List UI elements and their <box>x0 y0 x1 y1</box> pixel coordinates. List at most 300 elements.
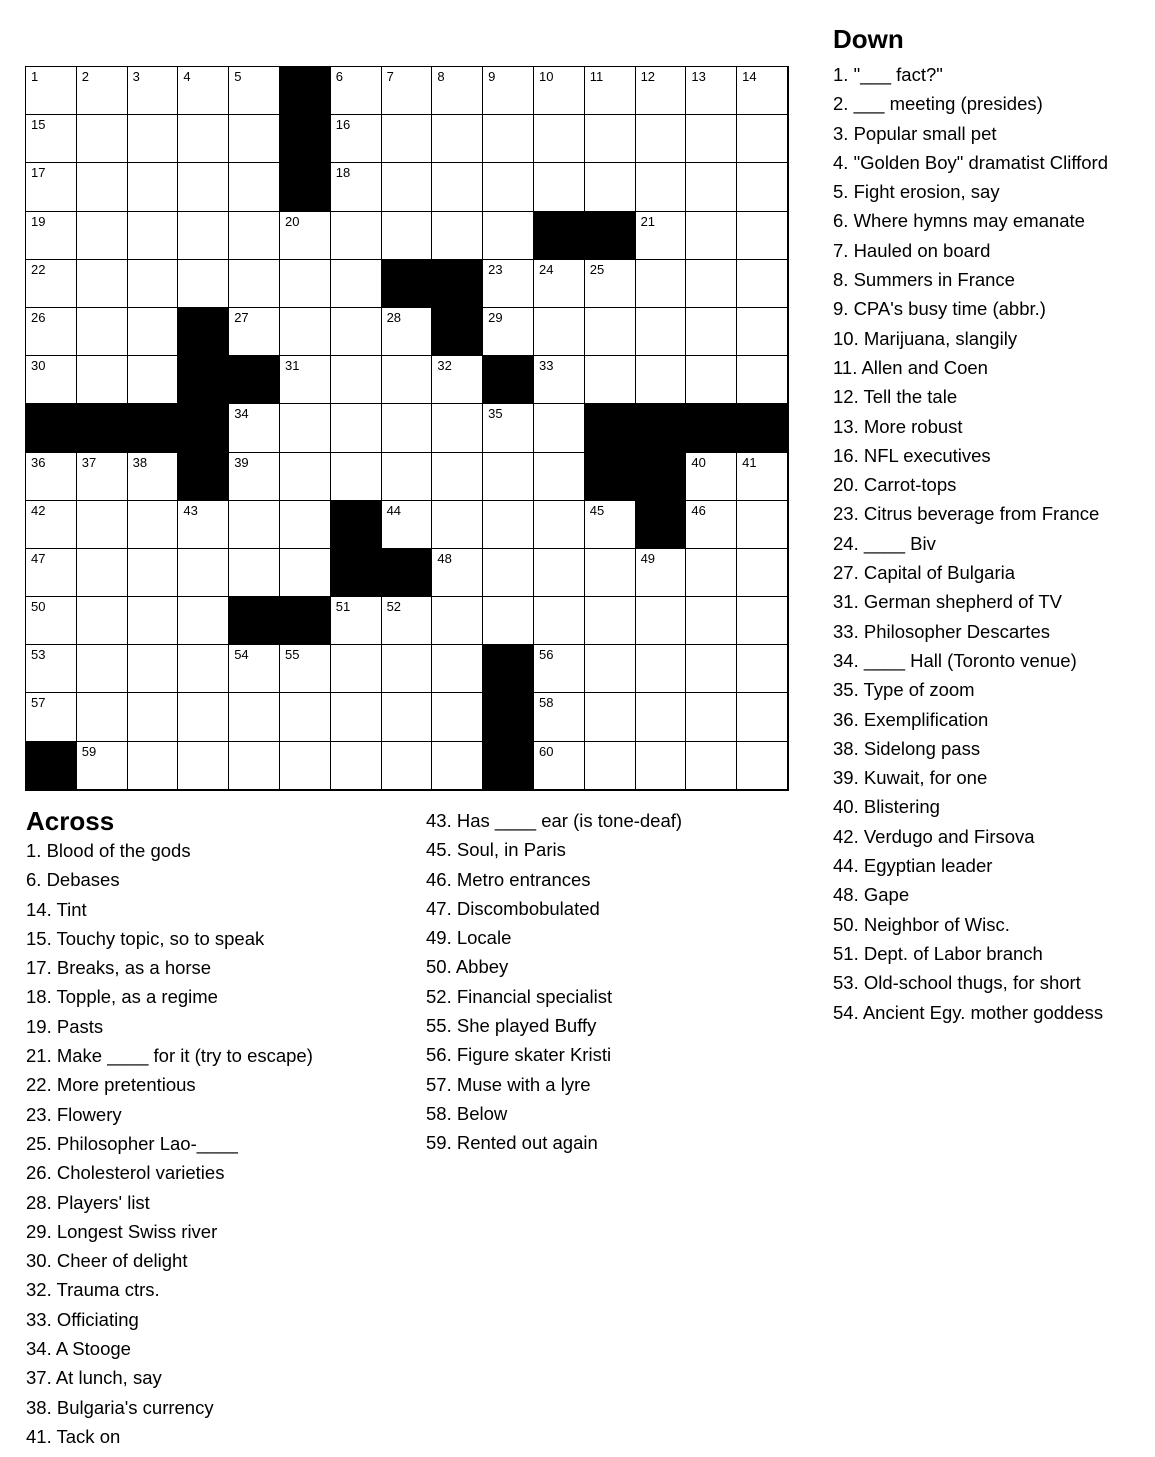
clue-item: 23. Flowery <box>26 1103 122 1125</box>
clue-number: 9 <box>488 69 496 84</box>
clue-item: 3. Popular small pet <box>833 122 997 144</box>
clue-number: 19 <box>31 213 46 229</box>
clue-item: 57. Muse with a lyre <box>426 1073 591 1095</box>
grid-cell[interactable] <box>636 115 687 163</box>
grid-cell[interactable] <box>432 453 483 501</box>
grid-cell-black <box>178 453 229 501</box>
grid-cell-black <box>280 67 331 115</box>
crossword-grid <box>25 66 789 791</box>
grid-cell[interactable] <box>229 549 280 597</box>
clue-number: 43 <box>183 502 198 518</box>
grid-cell[interactable] <box>483 260 534 308</box>
clue-number: 56 <box>538 647 554 663</box>
grid-cell[interactable] <box>26 597 77 645</box>
grid-cell[interactable] <box>229 453 280 501</box>
grid-cell[interactable] <box>178 115 229 163</box>
clue-number: 40 <box>691 454 706 470</box>
grid-cell-black <box>26 742 77 790</box>
clue-number: 8 <box>437 69 445 84</box>
grid-cell[interactable] <box>229 693 280 741</box>
grid-cell[interactable] <box>77 645 128 693</box>
clue-item: 22. More pretentious <box>26 1074 196 1096</box>
clue-number: 30 <box>31 358 46 374</box>
grid-cell-black <box>534 212 585 260</box>
grid-cell[interactable] <box>77 356 128 404</box>
grid-cell[interactable] <box>737 67 788 115</box>
grid-cell[interactable] <box>382 115 433 163</box>
clue-number: 31 <box>284 358 300 374</box>
grid-cell[interactable] <box>77 67 128 115</box>
grid-cell[interactable] <box>737 597 788 645</box>
grid-cell[interactable] <box>686 742 737 790</box>
grid-cell[interactable] <box>686 260 737 308</box>
grid-cell[interactable] <box>331 597 382 645</box>
grid-cell[interactable] <box>128 212 179 260</box>
clue-number: 4 <box>183 69 191 84</box>
grid-cell[interactable] <box>737 308 788 356</box>
grid-cell[interactable] <box>432 404 483 452</box>
grid-cell-black <box>280 115 331 163</box>
grid-cell[interactable] <box>178 597 229 645</box>
grid-cell[interactable] <box>585 501 636 549</box>
clue-number: 35 <box>488 406 503 422</box>
clue-number: 26 <box>31 309 46 325</box>
grid-cell[interactable] <box>585 356 636 404</box>
grid-cell[interactable] <box>737 645 788 693</box>
clue-item: 9. CPA's busy time (abbr.) <box>833 298 1046 320</box>
grid-cell[interactable] <box>77 693 128 741</box>
grid-cell[interactable] <box>26 549 77 597</box>
grid-cell-black <box>229 597 280 645</box>
grid-cell[interactable] <box>331 260 382 308</box>
clue-item: 27. Capital of Bulgaria <box>833 562 1016 584</box>
clue-number: 49 <box>640 550 656 566</box>
grid-cell[interactable] <box>77 308 128 356</box>
grid-cell[interactable] <box>483 404 534 452</box>
grid-cell[interactable] <box>178 67 229 115</box>
grid-cell[interactable] <box>77 597 128 645</box>
clue-item: 32. Trauma ctrs. <box>26 1279 160 1301</box>
grid-cell[interactable] <box>382 163 433 211</box>
grid-cell[interactable] <box>432 67 483 115</box>
grid-cell[interactable] <box>483 67 534 115</box>
grid-cell[interactable] <box>737 453 788 501</box>
grid-cell[interactable] <box>280 693 331 741</box>
grid-cell-black <box>77 404 128 452</box>
grid-cell[interactable] <box>737 163 788 211</box>
grid-cell[interactable] <box>483 453 534 501</box>
grid-cell-black <box>178 308 229 356</box>
grid-cell[interactable] <box>534 163 585 211</box>
grid-cell[interactable] <box>280 645 331 693</box>
grid-cell[interactable] <box>534 742 585 790</box>
grid-cell-black <box>432 308 483 356</box>
grid-cell[interactable] <box>483 501 534 549</box>
clue-item: 1. Blood of the gods <box>26 840 191 861</box>
grid-cell-black <box>128 404 179 452</box>
grid-cell[interactable] <box>280 549 331 597</box>
grid-cell[interactable] <box>178 163 229 211</box>
clue-item: 44. Egyptian leader <box>833 855 993 877</box>
grid-cell[interactable] <box>26 67 77 115</box>
clue-item: 14. Tint <box>26 898 87 920</box>
grid-cell[interactable] <box>229 404 280 452</box>
grid-cell[interactable] <box>483 308 534 356</box>
grid-cell[interactable] <box>77 260 128 308</box>
grid-cell[interactable] <box>128 597 179 645</box>
clue-item: 19. Pasts <box>26 1015 104 1037</box>
grid-cell[interactable] <box>26 645 77 693</box>
grid-cell-black <box>382 549 433 597</box>
grid-cell[interactable] <box>382 356 433 404</box>
clue-number: 18 <box>335 165 351 181</box>
grid-cell[interactable] <box>331 115 382 163</box>
grid-cell[interactable] <box>585 115 636 163</box>
clue-number: 2 <box>81 69 90 84</box>
grid-cell-black <box>331 501 382 549</box>
grid-cell-black <box>178 404 229 452</box>
clue-number: 27 <box>234 309 249 325</box>
grid-cell[interactable] <box>534 404 585 452</box>
grid-cell[interactable] <box>636 597 687 645</box>
grid-cell[interactable] <box>128 67 179 115</box>
clue-number: 54 <box>234 647 249 663</box>
grid-cell[interactable] <box>178 260 229 308</box>
grid-cell[interactable] <box>534 597 585 645</box>
grid-cell[interactable] <box>178 742 229 790</box>
grid-cell[interactable] <box>128 742 179 790</box>
grid-cell[interactable] <box>128 693 179 741</box>
clue-number: 60 <box>538 743 554 759</box>
clue-number: 52 <box>386 599 402 615</box>
clue-item: 54. Ancient Egy. mother goddess <box>833 1001 1104 1023</box>
clue-item: 5. Fight erosion, say <box>833 181 1000 203</box>
grid-cell[interactable] <box>737 693 788 741</box>
grid-cell[interactable] <box>382 67 433 115</box>
down-heading: Down <box>833 24 904 54</box>
grid-cell[interactable] <box>229 645 280 693</box>
grid-cell[interactable] <box>737 549 788 597</box>
grid-cell[interactable] <box>128 645 179 693</box>
grid-cell[interactable] <box>128 163 179 211</box>
clue-item: 47. Discombobulated <box>426 897 600 919</box>
grid-cell[interactable] <box>686 549 737 597</box>
grid-cell[interactable] <box>432 115 483 163</box>
grid-cell[interactable] <box>229 115 280 163</box>
clue-number: 13 <box>691 69 706 84</box>
grid-cell[interactable] <box>686 308 737 356</box>
grid-cell-black <box>636 501 687 549</box>
clue-number: 22 <box>31 261 46 277</box>
grid-cell[interactable] <box>128 356 179 404</box>
grid-cell[interactable] <box>534 453 585 501</box>
grid-cell[interactable] <box>26 453 77 501</box>
grid-cell[interactable] <box>229 163 280 211</box>
clue-item: 33. Officiating <box>26 1308 139 1330</box>
grid-cell[interactable] <box>331 693 382 741</box>
grid-cell[interactable] <box>686 67 737 115</box>
clue-item: 17. Breaks, as a horse <box>26 957 212 979</box>
clue-number: 12 <box>640 69 656 84</box>
grid-cell[interactable] <box>432 597 483 645</box>
clue-item: 40. Blistering <box>833 796 940 818</box>
grid-cell[interactable] <box>382 404 433 452</box>
grid-cell[interactable] <box>432 693 483 741</box>
grid-cell[interactable] <box>229 308 280 356</box>
grid-cell[interactable] <box>686 453 737 501</box>
grid-cell[interactable] <box>585 308 636 356</box>
grid-cell[interactable] <box>382 212 433 260</box>
clue-item: 20. Carrot-tops <box>833 474 957 496</box>
grid-cell[interactable] <box>737 260 788 308</box>
grid-cell[interactable] <box>280 212 331 260</box>
grid-cell[interactable] <box>280 260 331 308</box>
grid-cell[interactable] <box>534 67 585 115</box>
grid-cell[interactable] <box>26 163 77 211</box>
grid-cell[interactable] <box>585 597 636 645</box>
grid-cell[interactable] <box>178 645 229 693</box>
clue-number: 45 <box>589 502 605 518</box>
grid-cell[interactable] <box>483 163 534 211</box>
grid-cell[interactable] <box>178 212 229 260</box>
clue-item: 29. Longest Swiss river <box>26 1220 218 1242</box>
grid-cell[interactable] <box>128 501 179 549</box>
grid-cell[interactable] <box>26 115 77 163</box>
grid-cell-black <box>280 163 331 211</box>
grid-cell[interactable] <box>77 501 128 549</box>
grid-cell[interactable] <box>585 260 636 308</box>
grid-cell[interactable] <box>483 549 534 597</box>
grid-cell[interactable] <box>432 356 483 404</box>
grid-cell[interactable] <box>686 693 737 741</box>
clue-item: 51. Dept. of Labor branch <box>833 942 1043 964</box>
clue-item: 4. "Golden Boy" dramatist Clifford <box>833 151 1108 173</box>
clue-item: 48. Gape <box>833 884 910 906</box>
grid-cell[interactable] <box>229 260 280 308</box>
clue-item: 34. ____ Hall (Toronto venue) <box>833 649 1077 671</box>
clue-item: 30. Cheer of delight <box>26 1250 188 1272</box>
grid-cell[interactable] <box>382 742 433 790</box>
clue-number: 24 <box>538 261 554 277</box>
grid-cell[interactable] <box>229 501 280 549</box>
grid-cell[interactable] <box>331 308 382 356</box>
grid-cell[interactable] <box>280 356 331 404</box>
clue-number: 34 <box>234 406 249 422</box>
clue-number: 21 <box>640 213 656 229</box>
clue-item: 21. Make ____ for it (try to escape) <box>26 1045 313 1067</box>
clue-item: 10. Marijuana, slangily <box>833 327 1018 349</box>
clue-number: 50 <box>31 599 46 615</box>
grid-cell-black <box>686 404 737 452</box>
grid-cell[interactable] <box>686 212 737 260</box>
clue-item: 16. NFL executives <box>833 444 991 466</box>
clue-number: 53 <box>31 647 46 663</box>
grid-cell[interactable] <box>178 549 229 597</box>
grid-cell[interactable] <box>382 645 433 693</box>
grid-cell[interactable] <box>686 115 737 163</box>
grid-cell-black <box>585 212 636 260</box>
clue-item: 33. Philosopher Descartes <box>833 620 1050 642</box>
grid-cell[interactable] <box>483 597 534 645</box>
grid-cell[interactable] <box>432 163 483 211</box>
clue-item: 55. She played Buffy <box>426 1015 597 1037</box>
clue-item: 26. Cholesterol varieties <box>26 1162 225 1184</box>
grid-cell[interactable] <box>26 212 77 260</box>
grid-cell[interactable] <box>686 597 737 645</box>
grid-cell[interactable] <box>382 308 433 356</box>
grid-cell-black <box>636 404 687 452</box>
grid-cell[interactable] <box>636 356 687 404</box>
grid-cell[interactable] <box>77 115 128 163</box>
grid-cell[interactable] <box>534 645 585 693</box>
grid-cell-black <box>483 742 534 790</box>
grid-cell[interactable] <box>534 501 585 549</box>
grid-cell[interactable] <box>432 742 483 790</box>
grid-cell[interactable] <box>280 742 331 790</box>
grid-cell[interactable] <box>77 453 128 501</box>
grid-cell[interactable] <box>77 742 128 790</box>
grid-cell[interactable] <box>331 67 382 115</box>
clue-item: 12. Tell the tale <box>833 386 958 408</box>
grid-cell[interactable] <box>432 212 483 260</box>
grid-cell[interactable] <box>534 356 585 404</box>
clue-item: 13. More robust <box>833 415 963 437</box>
grid-cell[interactable] <box>178 693 229 741</box>
grid-cell[interactable] <box>331 645 382 693</box>
clue-number: 58 <box>538 695 554 711</box>
grid-cell[interactable] <box>382 597 433 645</box>
grid-cell[interactable] <box>636 212 687 260</box>
grid-cell[interactable] <box>534 260 585 308</box>
clue-number: 15 <box>31 117 46 133</box>
clue-number: 39 <box>234 454 249 470</box>
grid-cell[interactable] <box>280 453 331 501</box>
grid-cell[interactable] <box>636 742 687 790</box>
grid-cell[interactable] <box>737 356 788 404</box>
clue-item: 15. Touchy topic, so to speak <box>26 927 265 949</box>
grid-cell[interactable] <box>331 356 382 404</box>
grid-cell[interactable] <box>331 212 382 260</box>
clue-item: 45. Soul, in Paris <box>426 839 566 861</box>
clue-item: 49. Locale <box>426 927 512 949</box>
grid-cell[interactable] <box>534 693 585 741</box>
grid-cell-black <box>585 453 636 501</box>
grid-cell[interactable] <box>636 693 687 741</box>
grid-cell-black <box>280 597 331 645</box>
grid-cell-black <box>229 356 280 404</box>
clue-number: 33 <box>538 358 554 374</box>
grid-cell[interactable] <box>229 742 280 790</box>
clue-item: 58. Below <box>426 1102 508 1124</box>
grid-cell[interactable] <box>280 501 331 549</box>
grid-cell[interactable] <box>382 693 433 741</box>
clue-item: 1. "___ fact?" <box>833 64 943 85</box>
grid-cell[interactable] <box>280 308 331 356</box>
across-clue-list-column-2 <box>426 806 682 1158</box>
grid-cell[interactable] <box>686 501 737 549</box>
grid-cell[interactable] <box>585 693 636 741</box>
grid-cell[interactable] <box>534 549 585 597</box>
grid-cell[interactable] <box>686 645 737 693</box>
grid-cell[interactable] <box>534 308 585 356</box>
clue-number: 59 <box>81 743 97 759</box>
grid-cell[interactable] <box>585 163 636 211</box>
grid-cell[interactable] <box>737 115 788 163</box>
grid-cell[interactable] <box>331 163 382 211</box>
grid-cell[interactable] <box>636 645 687 693</box>
grid-cell[interactable] <box>229 67 280 115</box>
clue-item: 39. Kuwait, for one <box>833 767 988 789</box>
grid-cell[interactable] <box>280 404 331 452</box>
grid-cell[interactable] <box>585 742 636 790</box>
grid-cell[interactable] <box>534 115 585 163</box>
grid-cell[interactable] <box>128 453 179 501</box>
grid-cell[interactable] <box>26 501 77 549</box>
grid-cell[interactable] <box>585 549 636 597</box>
grid-cell[interactable] <box>432 549 483 597</box>
grid-cell[interactable] <box>229 212 280 260</box>
grid-cell[interactable] <box>178 501 229 549</box>
grid-cell[interactable] <box>331 742 382 790</box>
grid-cell[interactable] <box>128 115 179 163</box>
grid-cell[interactable] <box>686 163 737 211</box>
grid-cell[interactable] <box>26 356 77 404</box>
grid-cell[interactable] <box>432 645 483 693</box>
grid-cell[interactable] <box>77 549 128 597</box>
grid-cell[interactable] <box>686 356 737 404</box>
grid-cell[interactable] <box>26 260 77 308</box>
grid-cell[interactable] <box>636 308 687 356</box>
grid-cell[interactable] <box>483 115 534 163</box>
clue-number: 5 <box>234 69 242 84</box>
grid-cell[interactable] <box>737 501 788 549</box>
clue-number: 28 <box>386 309 402 325</box>
grid-cell[interactable] <box>737 742 788 790</box>
clue-item: 52. Financial specialist <box>426 985 613 1007</box>
grid-cell[interactable] <box>737 212 788 260</box>
grid-cell[interactable] <box>331 404 382 452</box>
grid-cell[interactable] <box>26 308 77 356</box>
grid-cell[interactable] <box>77 212 128 260</box>
grid-cell[interactable] <box>128 260 179 308</box>
grid-cell[interactable] <box>382 453 433 501</box>
grid-cell[interactable] <box>331 453 382 501</box>
clue-number: 41 <box>742 454 757 470</box>
grid-cell[interactable] <box>636 549 687 597</box>
clue-number: 32 <box>437 358 452 374</box>
clue-number: 16 <box>335 117 351 133</box>
clue-number: 1 <box>31 69 39 84</box>
grid-cell[interactable] <box>128 549 179 597</box>
grid-cell[interactable] <box>128 308 179 356</box>
grid-cell[interactable] <box>585 645 636 693</box>
grid-cell[interactable] <box>26 693 77 741</box>
clue-item: 25. Philosopher Lao-____ <box>26 1132 238 1154</box>
grid-cell[interactable] <box>432 501 483 549</box>
grid-cell[interactable] <box>77 163 128 211</box>
grid-cell[interactable] <box>483 212 534 260</box>
clue-item: 11. Allen and Coen <box>833 356 988 378</box>
grid-cell[interactable] <box>636 67 687 115</box>
grid-cell[interactable] <box>636 163 687 211</box>
clue-item: 50. Abbey <box>426 956 509 978</box>
clue-number: 3 <box>132 69 140 84</box>
clue-number: 38 <box>132 454 148 470</box>
grid-cell[interactable] <box>382 501 433 549</box>
grid-cell[interactable] <box>636 260 687 308</box>
grid-cell[interactable] <box>585 67 636 115</box>
clue-item: 31. German shepherd of TV <box>833 591 1062 613</box>
